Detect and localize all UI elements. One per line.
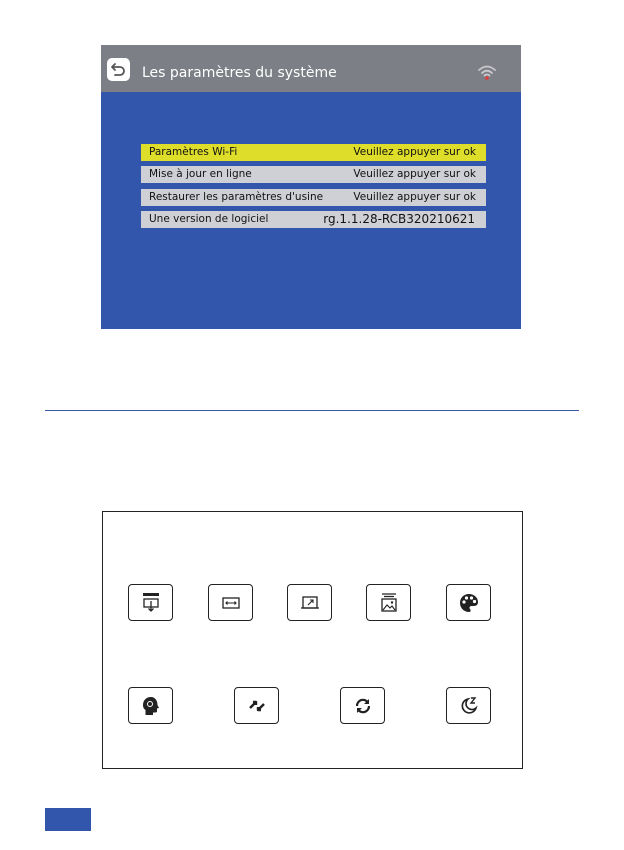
system-settings-screen <box>101 45 521 329</box>
flip-button[interactable] <box>234 687 279 724</box>
row-value: Veuillez appuyer sur ok <box>353 191 476 203</box>
back-button[interactable] <box>107 58 130 81</box>
picture-mode-button[interactable] <box>366 584 411 621</box>
sleep-timer-icon <box>459 696 479 716</box>
rotate-icon <box>353 696 373 716</box>
rotate-button[interactable] <box>340 687 385 724</box>
wifi-icon <box>477 64 497 80</box>
icon-panel <box>102 511 523 769</box>
row-value: Veuillez appuyer sur ok <box>353 146 476 158</box>
settings-row-online-update[interactable] <box>141 166 486 183</box>
color-palette-icon <box>459 593 479 613</box>
aspect-ratio-button[interactable] <box>208 584 253 621</box>
screen-resize-icon <box>300 593 320 613</box>
page-number-tab <box>45 808 91 831</box>
row-label: Mise à jour en ligne <box>149 168 252 180</box>
row-label: Restaurer les paramètres d'usine <box>149 191 324 203</box>
settings-row-software-version[interactable] <box>141 211 486 228</box>
input-source-icon <box>141 593 161 613</box>
picture-mode-icon <box>379 593 399 613</box>
aspect-ratio-icon <box>221 593 241 613</box>
screen-resize-button[interactable] <box>287 584 332 621</box>
row-value: rg.1.1.28-RCB320210621 <box>323 212 475 226</box>
settings-row-wifi[interactable] <box>141 144 486 161</box>
row-value: Veuillez appuyer sur ok <box>353 168 476 180</box>
settings-row-factory-reset[interactable] <box>141 189 486 206</box>
back-arrow-icon <box>109 60 128 79</box>
input-source-button[interactable] <box>128 584 173 621</box>
section-divider <box>45 410 579 411</box>
smart-mode-icon <box>141 696 161 716</box>
sleep-timer-button[interactable] <box>446 687 491 724</box>
row-label: Une version de logiciel <box>149 213 269 225</box>
title-bar <box>101 45 521 92</box>
flip-icon <box>247 696 267 716</box>
row-label: Paramètres Wi-Fi <box>149 146 238 158</box>
smart-mode-button[interactable] <box>128 687 173 724</box>
color-palette-button[interactable] <box>446 584 491 621</box>
page-title: Les paramètres du système <box>142 65 337 81</box>
